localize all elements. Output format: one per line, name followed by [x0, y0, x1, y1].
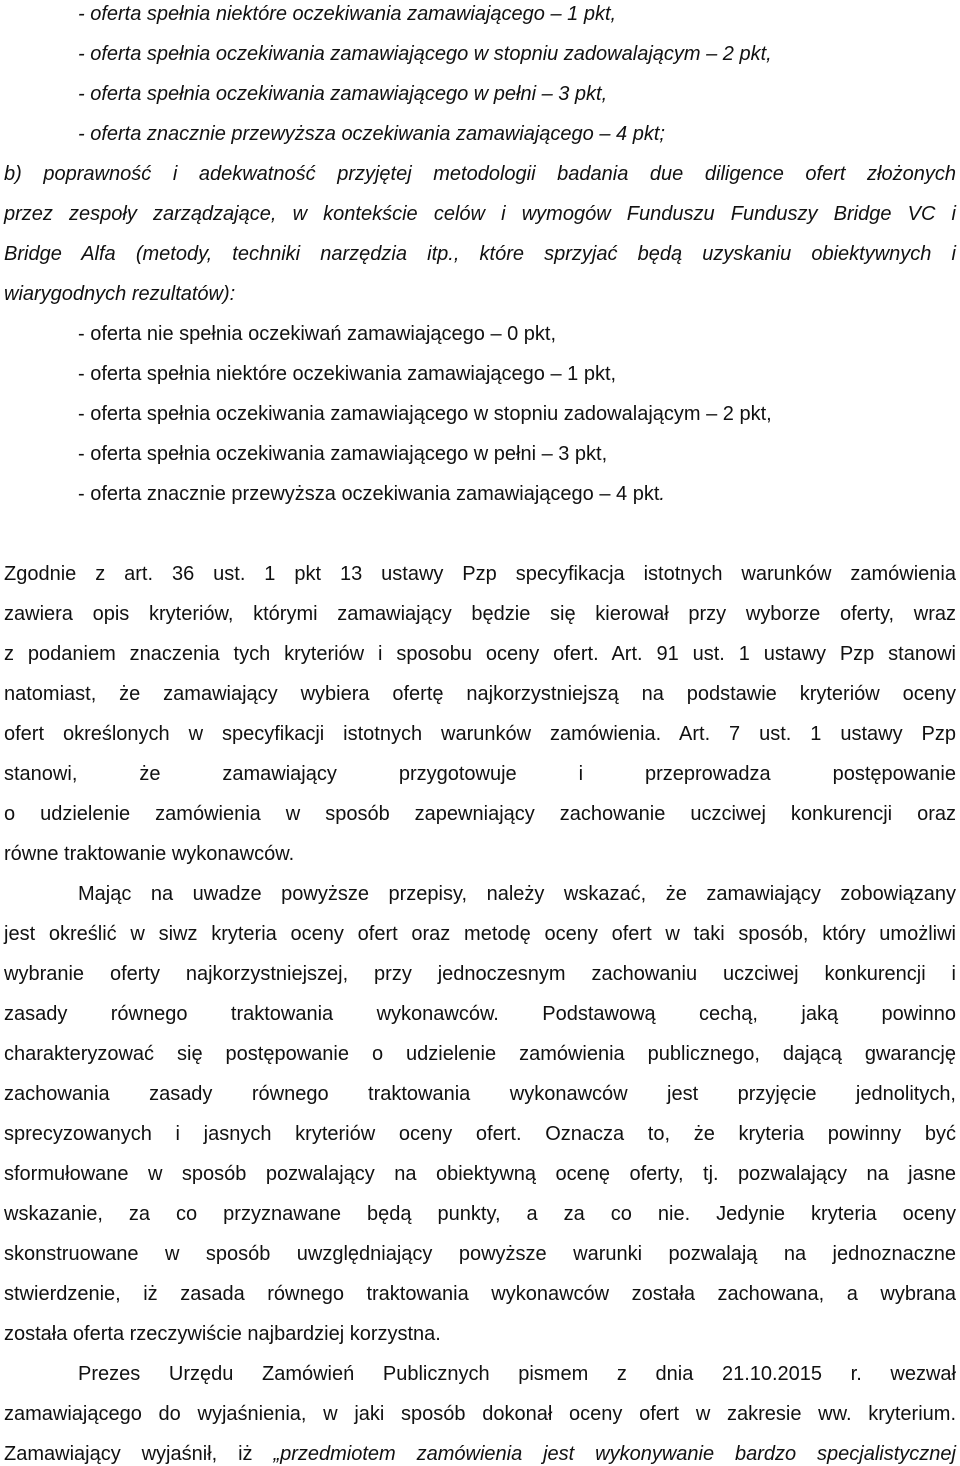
- paragraph-line: sformułowane w sposób pozwalający na obiektywną ocenę oferty, tj. pozwalający na jasne: [4, 1163, 956, 1185]
- criterion-b-italic: Bridge Alfa (metody, techniki narzędzia itp.: [4, 243, 454, 265]
- paragraph-line: równe traktowanie wykonawców.: [4, 843, 295, 865]
- paragraph-line: o udzielenie zamówienia w sposób zapewniający zachowanie uczciwej konkurencji oraz: [4, 803, 956, 825]
- score-item: - oferta spełnia oczekiwania zamawiającego w stopniu zadowalającym – 2 pkt,: [78, 403, 772, 425]
- quote-text: „przedmiotem zamówienia jest wykonywanie bardzo specjalistycznej: [273, 1443, 956, 1465]
- paragraph-line: sprecyzowanych i jasnych kryteriów oceny ofert. Oznacza to, że kryteria powinny być: [4, 1123, 956, 1145]
- paragraph-line: ofert określonych w specyfikacji istotnych warunków zamówienia. Art. 7 ust. 1 ustawy Pzp: [4, 723, 956, 745]
- score-item: - oferta spełnia oczekiwania zamawiającego w pełni – 3 pkt,: [78, 443, 608, 465]
- score-item: - oferta spełnia oczekiwania zamawiającego w pełni – 3 pkt,: [78, 83, 608, 105]
- paragraph-line: natomiast, że zamawiający wybiera ofertę najkorzystniejszą na podstawie kryteriów oceny: [4, 683, 956, 705]
- score-item-text: - oferta znacznie przewyższa oczekiwania zamawiającego – 4 pkt: [78, 483, 660, 505]
- paragraph-line: jest określić w siwz kryteria oceny ofert oraz metodę oceny ofert w taki sposób, który umożliwi: [4, 923, 956, 945]
- paragraph-line: zasady równego traktowania wykonawców. Podstawową cechą, jaką powinno: [4, 1003, 956, 1025]
- criterion-b-rest: , które sprzyjać będą uzyskaniu obiektywnych i: [453, 243, 956, 265]
- criterion-b-line: [4, 242, 956, 266]
- paragraph-line: Zgodnie z art. 36 ust. 1 pkt 13 ustawy Pzp specyfikacja istotnych warunków zamówienia: [4, 563, 956, 585]
- paragraph-line: wybranie oferty najkorzystniejszej, przy jednoczesnym zachowaniu uczciwej konkurencji i: [4, 963, 956, 985]
- paragraph-line: zachowania zasady równego traktowania wykonawców jest przyjęcie jednolitych,: [4, 1083, 956, 1105]
- paragraph-line: zamawiającego do wyjaśnienia, w jaki sposób dokonał oceny ofert w zakresie ww. kryterium.: [4, 1403, 956, 1425]
- paragraph-line: Prezes Urzędu Zamówień Publicznych pismem z dnia 21.10.2015 r. wezwał: [78, 1363, 956, 1385]
- score-item: - oferta nie spełnia oczekiwań zamawiającego – 0 pkt,: [78, 323, 557, 345]
- paragraph-line: wskazanie, za co przyznawane będą punkty, a za co nie. Jedynie kryteria oceny: [4, 1203, 956, 1225]
- paragraph-line: [4, 1442, 956, 1466]
- paragraph-line: zawiera opis kryteriów, którymi zamawiający będzie się kierował przy wyborze oferty, wraz: [4, 603, 956, 625]
- paragraph-line: skonstruowane w sposób uwzględniający powyższe warunki pozwalają na jednoznaczne: [4, 1243, 956, 1265]
- paragraph-line: została oferta rzeczywiście najbardziej korzystna.: [4, 1323, 441, 1345]
- criterion-b-line: wiarygodnych rezultatów):: [4, 283, 236, 305]
- score-item: [78, 482, 665, 506]
- criterion-b-line: b) poprawność i adekwatność przyjętej metodologii badania due diligence ofert złożonych: [4, 163, 956, 185]
- score-item: - oferta spełnia niektóre oczekiwania zamawiającego – 1 pkt,: [78, 363, 617, 385]
- paragraph-line: z podaniem znaczenia tych kryteriów i sposobu oceny ofert. Art. 91 ust. 1 ustawy Pzp stanowi: [4, 643, 956, 665]
- paragraph-text: Zamawiający wyjaśnił, iż: [4, 1443, 274, 1465]
- paragraph-line: Mając na uwadze powyższe przepisy, należy wskazać, że zamawiający zobowiązany: [78, 883, 956, 905]
- paragraph-line: stwierdzenie, iż zasada równego traktowania wykonawców została zachowana, a wybrana: [4, 1283, 956, 1305]
- score-item: - oferta spełnia niektóre oczekiwania zamawiającego – 1 pkt,: [78, 3, 617, 25]
- paragraph-line: charakteryzować się postępowanie o udzielenie zamówienia publicznego, dającą gwarancję: [4, 1043, 956, 1065]
- score-item: - oferta znacznie przewyższa oczekiwania zamawiającego – 4 pkt;: [78, 123, 665, 145]
- paragraph-line: stanowi, że zamawiający przygotowuje i przeprowadza postępowanie: [4, 763, 956, 785]
- criterion-b-line: przez zespoły zarządzające, w kontekście celów i wymogów Funduszu Funduszy Bridge VC i: [4, 203, 956, 225]
- score-item: - oferta spełnia oczekiwania zamawiającego w stopniu zadowalającym – 2 pkt,: [78, 43, 772, 65]
- score-item-period: .: [659, 483, 665, 505]
